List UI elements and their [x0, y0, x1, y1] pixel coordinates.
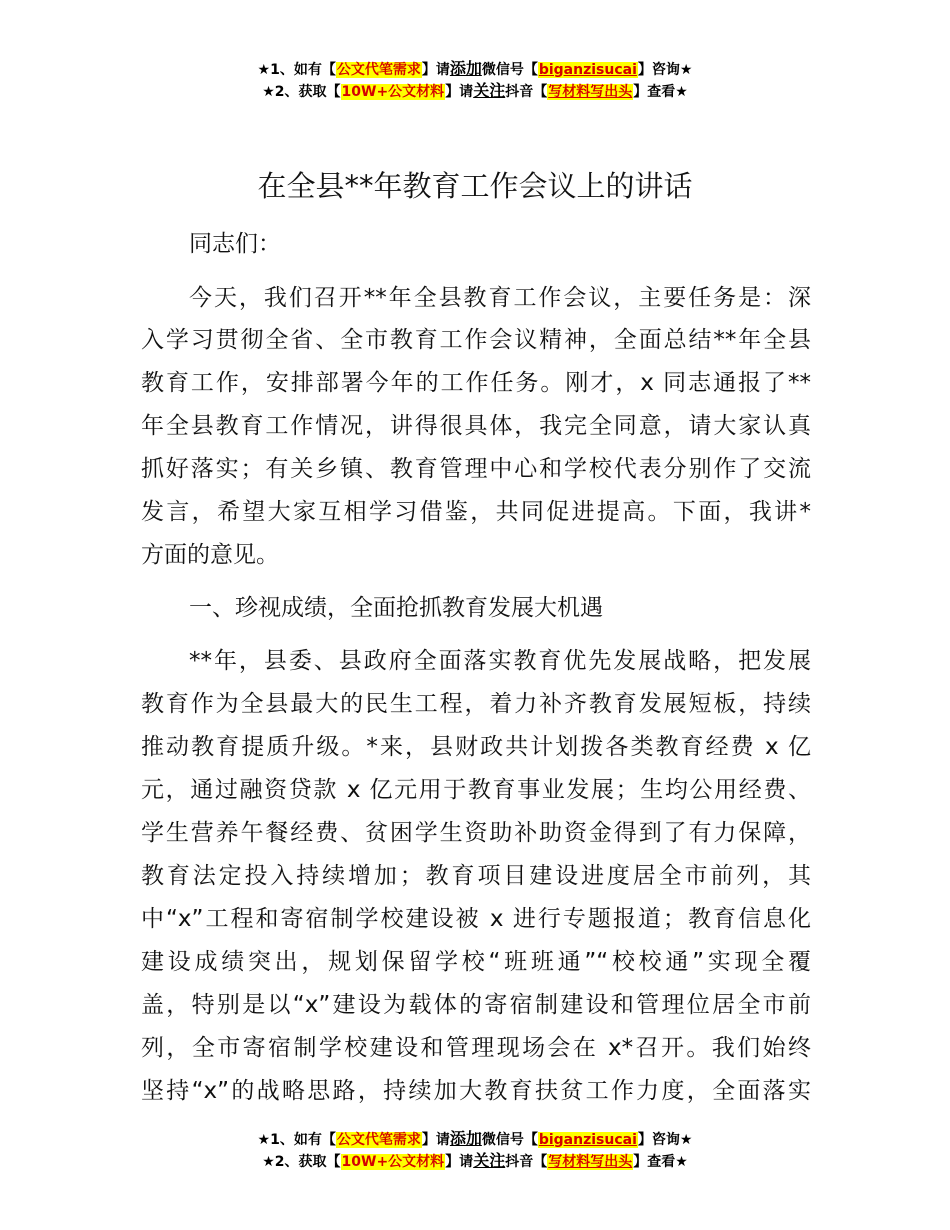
- paragraph-line: 建设成绩突出，规划保留学校“班班通”“校校通”实现全覆: [141, 949, 811, 975]
- paragraph-line: 发言，希望大家互相学习借鉴，共同促进提高。下面，我讲*: [141, 499, 811, 525]
- promo-text: 微信号【: [481, 1132, 538, 1148]
- paragraph-line: 推动教育提质升级。*来，县财政共计划拨各类教育经费 x 亿: [141, 734, 811, 760]
- paragraph-line: 抓好落实；有关乡镇、教育管理中心和学校代表分别作了交流: [141, 456, 811, 482]
- section-heading: 一、珍视成绩，全面抢抓教育发展大机遇: [189, 595, 603, 621]
- footer-promo-banner: [0, 1128, 950, 1172]
- promo-line-1: [0, 58, 950, 80]
- paragraph-line: **年，县委、县政府全面落实教育优先发展战略，把发展: [189, 648, 811, 674]
- promo-emphasis: 关注: [473, 81, 506, 100]
- paragraph-line: 坚持“x”的战略思路，持续加大教育扶贫工作力度，全面落实: [141, 1078, 811, 1104]
- paragraph-line: 学生营养午餐经费、贫困学生资助补助资金得到了有力保障，: [141, 820, 811, 846]
- promo-emphasis: 关注: [473, 1151, 506, 1170]
- promo-text: 】请: [445, 84, 474, 100]
- salutation: 同志们：: [189, 231, 281, 257]
- paragraph-line: 入学习贯彻全省、全市教育工作会议精神，全面总结**年全县: [141, 327, 811, 353]
- promo-highlight: 写材料写出头: [548, 1154, 633, 1170]
- promo-text: 】请: [421, 62, 450, 78]
- paragraph-line: 今天，我们召开**年全县教育工作会议，主要任务是：深: [189, 285, 811, 311]
- promo-text: 】请: [421, 1132, 450, 1148]
- document-title: 在全县**年教育工作会议上的讲话: [257, 169, 693, 203]
- paragraph-line: 盖，特别是以“x”建设为载体的寄宿制建设和管理位居全市前: [141, 992, 811, 1018]
- paragraph-line: 中“x”工程和寄宿制学校建设被 x 进行专题报道；教育信息化: [141, 906, 811, 932]
- promo-line-2: [0, 80, 950, 102]
- paragraph-line: 元，通过融资贷款 x 亿元用于教育事业发展；生均公用经费、: [141, 777, 811, 803]
- promo-highlight: 10W+公文材料: [341, 84, 445, 100]
- paragraph-line: 教育作为全县最大的民生工程，着力补齐教育发展短板，持续: [141, 691, 811, 717]
- paragraph-line: 教育法定投入持续增加；教育项目建设进度居全市前列，其: [141, 863, 811, 889]
- promo-text: ★1、如有【: [257, 1132, 336, 1148]
- promo-text: 抖音【: [505, 1154, 548, 1170]
- promo-highlight: biganzisucai: [538, 1132, 637, 1148]
- promo-text: ★1、如有【: [257, 62, 336, 78]
- paragraph-line: 列，全市寄宿制学校建设和管理现场会在 x*召开。我们始终: [141, 1035, 811, 1061]
- promo-emphasis: 添加: [449, 1129, 482, 1148]
- promo-text: 】查看★: [633, 84, 688, 100]
- promo-text: 】请: [445, 1154, 474, 1170]
- paragraph-line: 教育工作，安排部署今年的工作任务。刚才，x 同志通报了**: [141, 370, 811, 396]
- promo-highlight: 公文代笔需求: [336, 1132, 421, 1148]
- promo-text: 】咨询★: [637, 62, 693, 78]
- promo-highlight: 写材料写出头: [548, 84, 633, 100]
- promo-text: 微信号【: [481, 62, 538, 78]
- promo-text: 】查看★: [633, 1154, 688, 1170]
- promo-highlight: 10W+公文材料: [341, 1154, 445, 1170]
- promo-highlight: biganzisucai: [538, 62, 637, 78]
- promo-text: 】咨询★: [637, 1132, 693, 1148]
- paragraph-line: 方面的意见。: [141, 542, 279, 568]
- header-promo-banner: [0, 58, 950, 102]
- promo-text: 抖音【: [505, 84, 548, 100]
- promo-text: ★2、获取【: [262, 84, 341, 100]
- promo-line-1: [0, 1128, 950, 1150]
- promo-text: ★2、获取【: [262, 1154, 341, 1170]
- promo-line-2: [0, 1150, 950, 1172]
- promo-highlight: 公文代笔需求: [336, 62, 421, 78]
- paragraph-line: 年全县教育工作情况，讲得很具体，我完全同意，请大家认真: [141, 413, 811, 439]
- promo-emphasis: 添加: [449, 59, 482, 78]
